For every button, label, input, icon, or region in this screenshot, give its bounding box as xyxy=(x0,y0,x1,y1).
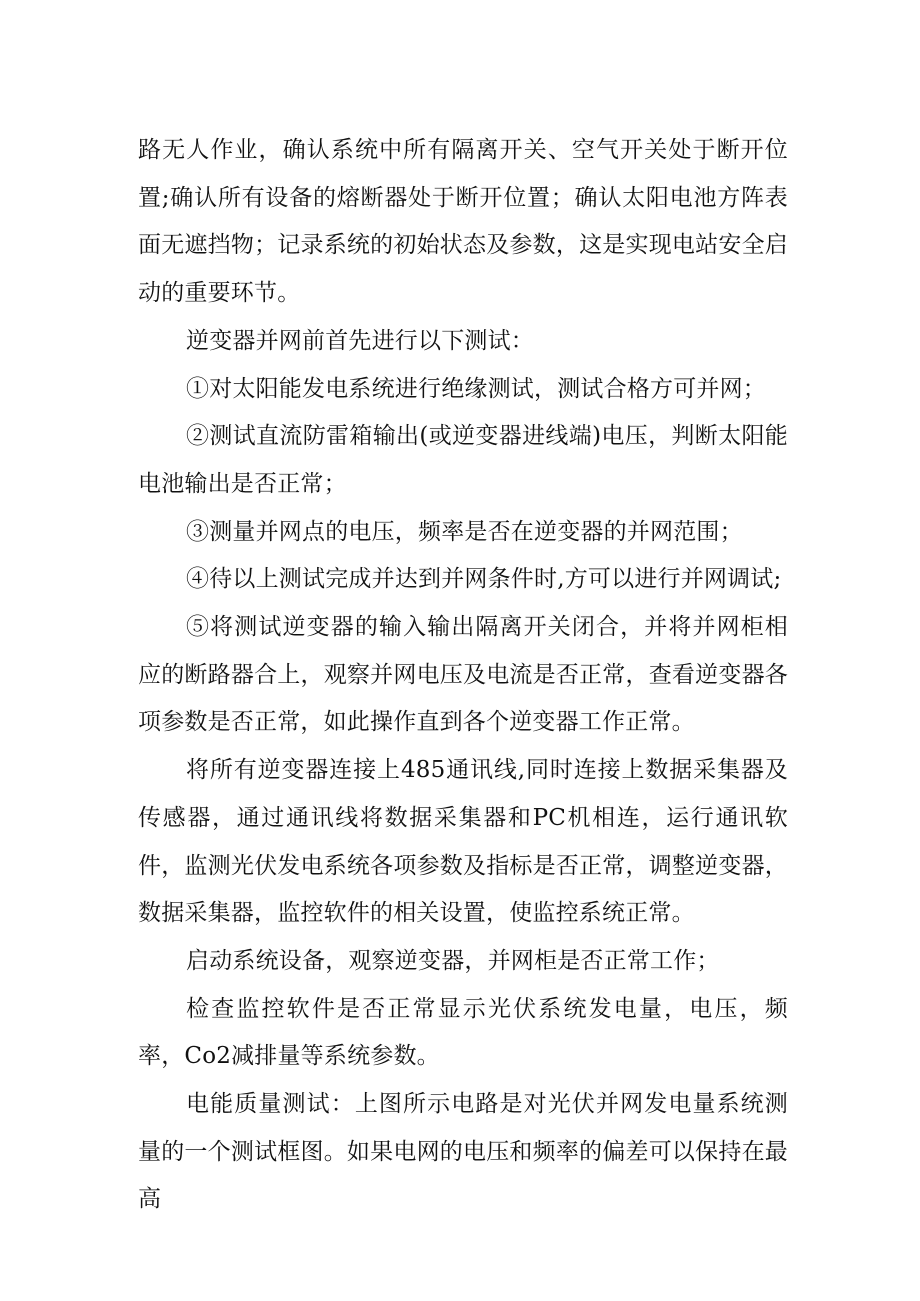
paragraph-step-5: ⑤将测试逆变器的输入输出隔离开关闭合，并将并网柜相应的断路器合上，观察并网电压及电流是否正常，查看逆变器各项参数是否正常，如此操作直到各个逆变器工作正常。 xyxy=(138,614,788,736)
document-body xyxy=(138,127,788,1224)
paragraph-power-quality: 电能质量测试：上图所示电路是对光伏并网发电量系统测量的一个测试框图。如果电网的电压和频率的偏差可以保持在最高 xyxy=(138,1091,788,1213)
paragraph-continuation: 路无人作业，确认系统中所有隔离开关、空气开关处于断开位置;确认所有设备的熔断器处于断开位置；确认太阳电池方阵表面无遮挡物；记录系统的初始状态及参数，这是实现电站安全启动的重要环节。 xyxy=(138,137,788,307)
paragraph-start-system: 启动系统设备，观察逆变器，并网柜是否正常工作； xyxy=(186,947,720,974)
paragraph-step-4: ④待以上测试完成并达到并网条件时,方可以进行并网调试; xyxy=(186,566,782,593)
paragraph-check-software: 检查监控软件是否正常显示光伏系统发电量，电压，频率，Co2减排量等系统参数。 xyxy=(138,995,788,1070)
paragraph-step-1: ①对太阳能发电系统进行绝缘测试，测试合格方可并网； xyxy=(186,375,766,402)
paragraph-monitoring: 将所有逆变器连接上485通讯线,同时连接上数据采集器及传感器，通过通讯线将数据采集器和PC机相连，运行通讯软件，监测光伏发电系统各项参数及指标是否正常，调整逆变器，数据采集器，监控软件的相关设置，使监控系统正常。 xyxy=(138,757,788,927)
paragraph-step-3: ③测量并网点的电压，频率是否在逆变器的并网范围； xyxy=(186,518,743,545)
paragraph-step-2: ②测试直流防雷箱输出(或逆变器进线端)电压，判断太阳能电池输出是否正常； xyxy=(138,423,788,497)
paragraph-test-intro: 逆变器并网前首先进行以下测试： xyxy=(186,327,534,354)
